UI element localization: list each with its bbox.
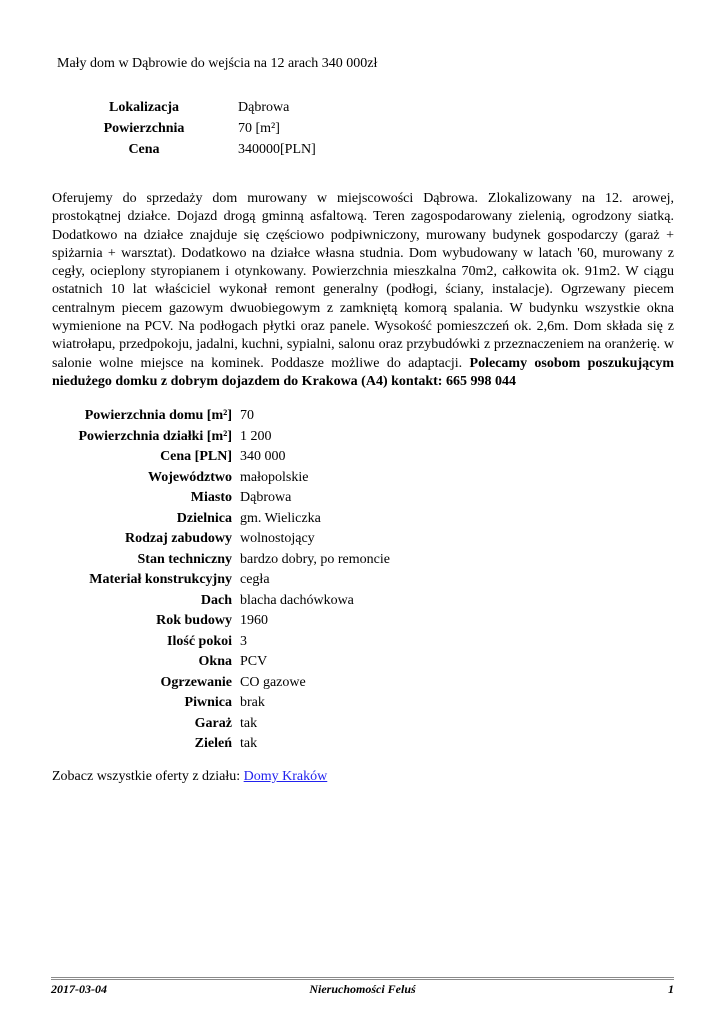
- detail-row: [52, 406, 674, 427]
- detail-label: Miasto: [190, 490, 232, 506]
- summary-row: [52, 97, 674, 118]
- footer-date: 2017-03-04: [51, 982, 107, 996]
- detail-label: Ilość pokoi: [167, 633, 232, 649]
- detail-value: 1 200: [240, 428, 272, 444]
- detail-label: Dach: [200, 592, 232, 608]
- detail-value: brak: [240, 695, 265, 711]
- detail-label: Ogrzewanie: [160, 674, 232, 690]
- detail-label: Rok budowy: [156, 613, 232, 629]
- summary-label: Powierzchnia: [103, 121, 185, 136]
- details-table: [52, 406, 674, 755]
- summary-label: Cena: [128, 142, 160, 157]
- detail-value: bardzo dobry, po remoncie: [240, 551, 390, 567]
- detail-value: tak: [240, 736, 258, 752]
- summary-value: 70 [m²]: [238, 121, 280, 136]
- detail-label: Powierzchnia działki [m²]: [78, 428, 232, 444]
- summary-value: Dąbrowa: [238, 100, 290, 115]
- detail-row: [52, 509, 674, 530]
- footer-page-number: 1: [668, 982, 674, 996]
- domy-krakow-link[interactable]: Domy Kraków: [243, 768, 328, 784]
- detail-row: [52, 529, 674, 550]
- detail-row: [52, 714, 674, 735]
- detail-row: [52, 652, 674, 673]
- summary-table: [52, 97, 674, 160]
- detail-label: Województwo: [148, 469, 232, 485]
- detail-label: Cena [PLN]: [160, 449, 232, 465]
- detail-label: Rodzaj zabudowy: [125, 531, 232, 547]
- detail-label: Materiał konstrukcyjny: [89, 572, 232, 588]
- detail-row: [52, 734, 674, 755]
- detail-value: CO gazowe: [240, 674, 306, 690]
- description-text: Oferujemy do sprzedaży dom murowany w miejscowości Dąbrowa. Zlokalizowany na 12. arowej, prostokątnej działce. Dojazd drogą gminną asfaltową. Teren zagospodarowany zielenią, ogrodzony siatką. Dodatkowo na działce znajduje się częściowo podpiwniczony, murowany budynek gospodarczy (garaż + spiżarnia + warsztat). Dodatkowo na działce własna studnia. Dom wybudowany w latach '60, murowany z cegły, ocieplony styropianem i otynkowany. Powierzchnia mieszkalna 70m2, całkowita ok. 91m2. W ciągu ostatnich 10 lat właściciel wykonał remont generalny (podłogi, ściany, instalacje). Ogrzewany piecem centralnym piecem gazowym dwuobiegowym z zamkniętą komorą spalania. W budynku wszystkie okna wymienione na PCV. Na podłogach płytki oraz panele. Wysokość pomieszczeń ok. 2,6m. Dom składa się z wiatrołapu, przedpokoju, jadalni, kuchni, sypialni, salonu oraz przybudówki z przeznaczeniem na oranżerię. w salonie wolne miejsce na kominek. Poddasze możliwe do adaptacji.: [52, 191, 674, 371]
- detail-row: [52, 611, 674, 632]
- detail-value: gm. Wieliczka: [240, 510, 321, 526]
- detail-value: cegła: [240, 572, 270, 588]
- detail-row: [52, 632, 674, 653]
- detail-value: 3: [240, 633, 247, 649]
- footer-company: Nieruchomości Feluś: [309, 982, 416, 996]
- see-all-prefix: Zobacz wszystkie oferty z działu:: [52, 768, 244, 784]
- detail-value: wolnostojący: [240, 531, 315, 547]
- detail-row: [52, 693, 674, 714]
- detail-value: tak: [240, 715, 258, 731]
- detail-value: 1960: [240, 613, 268, 629]
- detail-label: Stan techniczny: [137, 551, 232, 567]
- page-footer: [51, 977, 674, 997]
- detail-row: [52, 468, 674, 489]
- see-all-line: [52, 767, 674, 787]
- detail-row: [52, 591, 674, 612]
- detail-label: Zieleń: [194, 736, 232, 752]
- detail-label: Powierzchnia domu [m²]: [84, 408, 232, 424]
- description-highlight: Polecamy osobom poszukującym niedużego domku z dobrym dojazdem do Krakowa (A4) kontakt: 665 998 044: [52, 355, 674, 389]
- detail-value: 340 000: [240, 449, 286, 465]
- summary-value: 340000[PLN]: [238, 142, 316, 157]
- detail-value: Dąbrowa: [240, 490, 292, 506]
- summary-row: [52, 139, 674, 160]
- detail-row: [52, 427, 674, 448]
- detail-value: małopolskie: [240, 469, 309, 485]
- detail-value: blacha dachówkowa: [240, 592, 354, 608]
- listing-description: [52, 190, 674, 391]
- detail-row: [52, 673, 674, 694]
- detail-label: Garaż: [194, 715, 232, 731]
- detail-value: PCV: [240, 654, 268, 670]
- detail-row: [52, 447, 674, 468]
- summary-row: [52, 118, 674, 139]
- detail-value: 70: [240, 408, 254, 424]
- detail-label: Piwnica: [184, 695, 232, 711]
- detail-label: Dzielnica: [176, 510, 232, 526]
- listing-title: Mały dom w Dąbrowie do wejścia na 12 arach 340 000zł: [57, 56, 378, 71]
- detail-label: Okna: [198, 654, 232, 670]
- detail-row: [52, 570, 674, 591]
- detail-row: [52, 550, 674, 571]
- detail-row: [52, 488, 674, 509]
- summary-label: Lokalizacja: [109, 100, 179, 115]
